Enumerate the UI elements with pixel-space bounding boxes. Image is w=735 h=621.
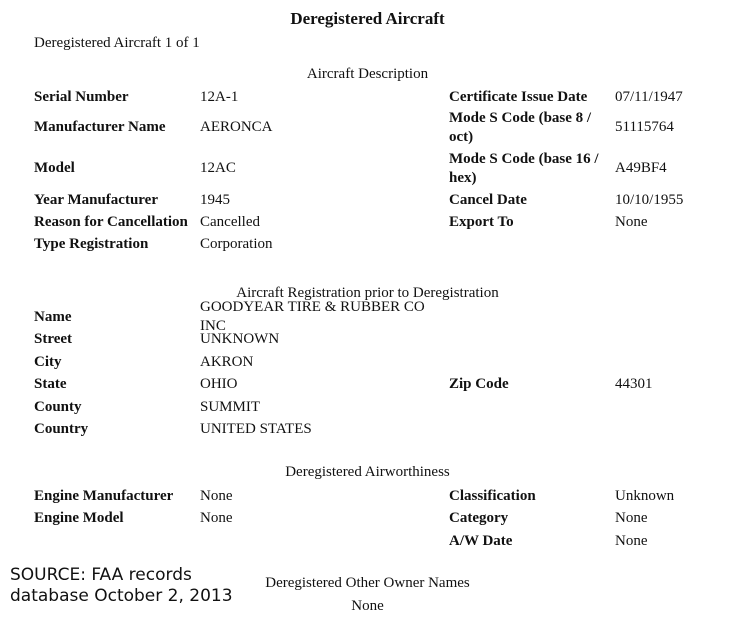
- field-label: Mode S Code (base 8 / oct): [449, 109, 592, 145]
- field-label: Engine Model: [34, 510, 124, 527]
- field-value: None: [615, 213, 648, 230]
- field-value: AERONCA: [200, 119, 273, 135]
- field-value: AKRON: [200, 353, 254, 370]
- section-heading-description: Aircraft Description: [306, 66, 429, 82]
- field-value: [615, 419, 725, 442]
- field-value: 12A-1: [200, 88, 239, 105]
- airworthiness-grid: [34, 485, 725, 553]
- field-label: [449, 419, 615, 442]
- field-value: None: [615, 532, 648, 549]
- field-label: [34, 530, 200, 553]
- field-value: A49BF4: [615, 160, 667, 176]
- field-value: None: [615, 510, 648, 527]
- registration-grid: [34, 299, 725, 441]
- other-owners-value: None: [351, 598, 384, 614]
- field-label: Name: [34, 308, 72, 325]
- section-heading-registration: Aircraft Registration prior to Deregistration: [236, 285, 499, 301]
- field-value: [615, 396, 725, 419]
- field-value: [615, 306, 725, 329]
- field-label: [449, 233, 615, 256]
- field-value: UNKNOWN: [200, 331, 280, 348]
- field-value: Cancelled: [200, 213, 260, 230]
- field-label: Engine Manufacturer: [34, 487, 174, 504]
- field-label: Country: [34, 421, 89, 438]
- field-label: City: [34, 353, 62, 370]
- field-label: [449, 351, 615, 374]
- field-label: Mode S Code (base 16 / hex): [449, 150, 599, 186]
- field-label: Model: [34, 160, 75, 176]
- field-value: Corporation: [200, 236, 273, 252]
- field-label: Export To: [449, 213, 514, 230]
- field-label: [449, 396, 615, 419]
- field-value: OHIO: [200, 376, 238, 393]
- field-value: [615, 233, 725, 256]
- field-value: 1945: [200, 191, 230, 208]
- field-value: 07/11/1947: [615, 88, 683, 105]
- field-label: [449, 329, 615, 352]
- field-label: A/W Date: [449, 532, 513, 549]
- field-value: 51115764: [615, 119, 674, 135]
- field-label: [449, 306, 615, 329]
- field-label: Street: [34, 331, 73, 348]
- field-label: State: [34, 376, 67, 393]
- field-value: 10/10/1955: [615, 191, 684, 208]
- field-value: GOODYEAR TIRE & RUBBER CO INC: [200, 299, 425, 335]
- field-label: Category: [449, 510, 509, 527]
- section-heading-other-owners: Deregistered Other Owner Names: [265, 575, 470, 591]
- field-value: SUMMIT: [200, 398, 261, 415]
- field-value: UNITED STATES: [200, 421, 312, 438]
- record-count: Deregistered Aircraft 1 of 1: [34, 35, 200, 51]
- source-note: SOURCE: FAA records database October 2, 2013: [10, 565, 233, 606]
- section-heading-airworthiness: Deregistered Airworthiness: [285, 464, 450, 480]
- field-label: Classification: [449, 487, 536, 504]
- field-label: County: [34, 398, 82, 415]
- field-label: Manufacturer Name: [34, 119, 166, 135]
- field-label: Serial Number: [34, 88, 129, 105]
- description-grid: [34, 87, 725, 256]
- field-label: Type Registration: [34, 236, 149, 252]
- field-value: [615, 329, 725, 352]
- field-value: [615, 351, 725, 374]
- field-value: Unknown: [615, 487, 675, 504]
- field-value: 12AC: [200, 160, 236, 176]
- field-label: Cancel Date: [449, 191, 527, 208]
- field-value: None: [200, 487, 233, 504]
- field-value: [200, 530, 449, 553]
- field-value: None: [200, 510, 233, 527]
- field-label: Reason for Cancellation: [34, 213, 188, 230]
- field-value: 44301: [615, 376, 653, 393]
- field-label: Certificate Issue Date: [449, 88, 588, 105]
- field-label: Zip Code: [449, 376, 509, 393]
- page-title: Deregistered Aircraft: [290, 9, 445, 28]
- field-label: Year Manufacturer: [34, 191, 158, 208]
